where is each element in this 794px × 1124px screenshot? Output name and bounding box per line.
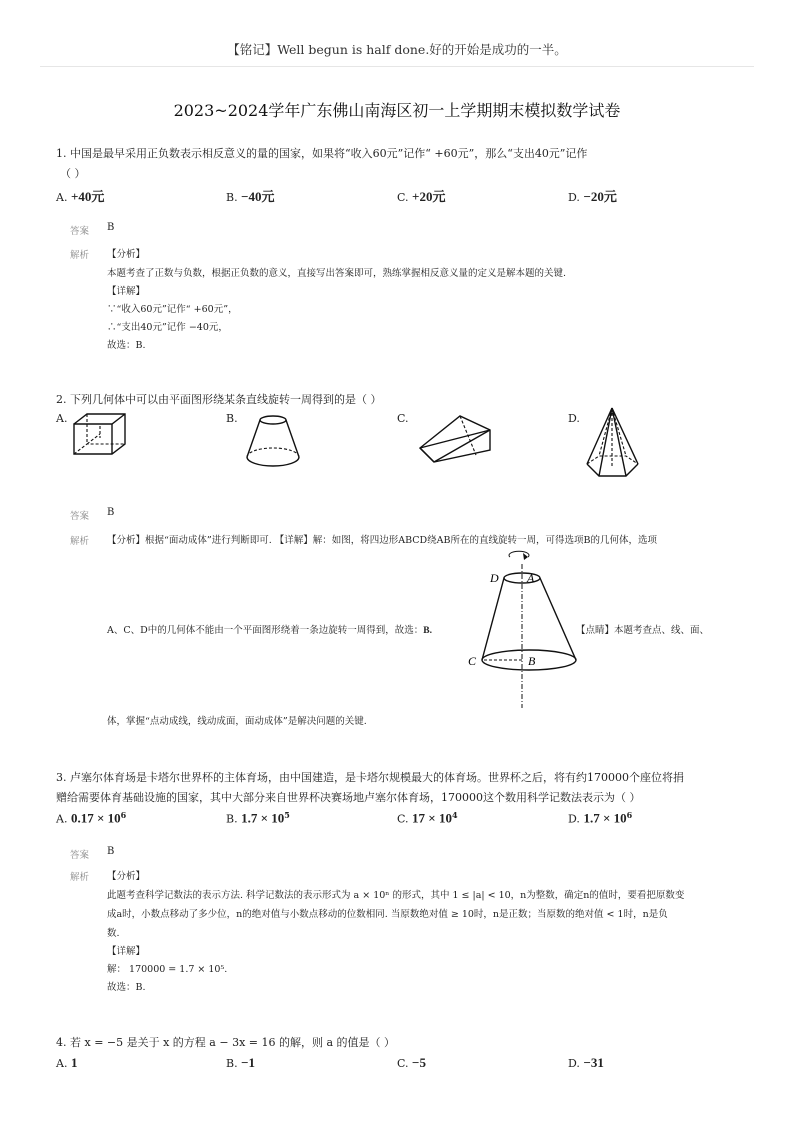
q4-option-a[interactable] [56, 1055, 77, 1071]
option-letter: D. [568, 1057, 580, 1070]
option-value: −20元 [583, 189, 617, 204]
q1-analysis-label: 解析 [70, 250, 90, 261]
q4-stem: 4. 若 x = −5 是关于 x 的方程 a − 3x = 16 的解，则 a 的值是（ ） [56, 1036, 396, 1049]
prism-figure [414, 408, 496, 468]
q1-analysis-line: 【分析】 [107, 249, 146, 260]
q2-answer-value: B [107, 507, 115, 518]
option-value: −5 [412, 1055, 426, 1070]
option-value: 1.7 × 10 [583, 810, 627, 826]
q3-stem-line-2: 赠给需要体育基础设施的国家，其中大部分来自世界杯决赛场地卢塞尔体育场，170000这个数用科学记数法表示为（ ） [56, 791, 641, 804]
rotation-figure [464, 550, 584, 712]
q2-analysis-line-3: 体，掌握“点动成线，线动成面，面动成体”是解决问题的关键. [107, 716, 367, 727]
option-letter: D. [568, 812, 580, 826]
option-value: 1.7 × 10 [241, 810, 285, 826]
cube-figure [70, 408, 130, 460]
point-label-a: A [527, 571, 535, 585]
q1-stem: 1. 中国是最早采用正负数表示相反意义的量的国家，如果将“收入60元”记作“ +60元”，那么“支出40元”记作 [56, 147, 588, 160]
q2-analysis-note: 【点睛】本题考查点、线、面、 [576, 625, 710, 636]
option-letter: A. [56, 812, 68, 826]
q3-option-b[interactable] [226, 810, 290, 827]
q1-option-d[interactable] [568, 186, 617, 205]
q1-option-c[interactable] [397, 186, 445, 205]
option-value: 17 × 10 [412, 810, 452, 826]
q1-option-b[interactable] [226, 186, 275, 205]
q3-analysis-line: 成a时，小数点移动了多少位，n的绝对值与小数点移动的位数相同. 当原数绝对值 ≥ 10时，n是正数；当原数的绝对值 < 1时，n是负 [107, 909, 668, 920]
header-divider [40, 66, 754, 67]
q1-answer-value: B [107, 222, 115, 233]
q2-analysis-line-2 [107, 622, 432, 636]
q2-answer-label: 答案 [70, 511, 90, 522]
option-letter: C. [397, 812, 409, 826]
option-value: 1 [70, 1055, 78, 1070]
option-exponent: 6 [120, 810, 127, 820]
page-motto: 【铭记】Well begun is half done.好的开始是成功的一半。 [227, 42, 567, 57]
option-letter: B. [226, 191, 238, 204]
q2-option-b-label[interactable]: B. [226, 412, 238, 425]
q3-analysis-line: 【分析】 [107, 871, 146, 882]
option-value: −1 [241, 1055, 256, 1070]
q3-option-c[interactable] [397, 810, 458, 827]
option-letter: A. [56, 1057, 68, 1070]
option-value: 0.17 × 10 [70, 810, 121, 826]
option-letter: D. [568, 191, 580, 204]
q4-option-b[interactable] [226, 1055, 255, 1071]
q1-answer-label: 答案 [70, 226, 90, 237]
q1-analysis-line: 故选：B. [107, 340, 146, 351]
option-value: +40元 [70, 189, 105, 204]
option-value: +20元 [412, 189, 446, 204]
q1-analysis-line: 【详解】 [107, 286, 146, 297]
option-letter: C. [397, 191, 409, 204]
q2-option-d-label[interactable]: D. [568, 412, 580, 425]
q1-blank: （ ） [60, 167, 86, 180]
option-exponent: 5 [284, 810, 290, 820]
option-value: −31 [583, 1055, 604, 1070]
q4-option-d[interactable] [568, 1055, 604, 1071]
q3-analysis-line: 【详解】 [107, 946, 146, 957]
q3-analysis-line: 故选：B. [107, 982, 146, 993]
q3-stem-line-1: 3. 卢塞尔体育场是卡塔尔世界杯的主体育场，由中国建造，是卡塔尔规模最大的体育场。世界杯之后，将有约170000个座位将捐 [56, 771, 684, 784]
analysis-answer: B. [423, 626, 432, 636]
q4-option-c[interactable] [397, 1055, 426, 1071]
q1-analysis-line: ∴“支出40元”记作 −40元， [107, 322, 228, 333]
q3-analysis-label: 解析 [70, 872, 90, 883]
q2-option-a-label[interactable]: A. [56, 412, 68, 425]
q1-analysis-line: ∵“收入60元”记作“ +60元”， [107, 304, 238, 315]
q3-analysis-line: 此题考查科学记数法的表示方法. 科学记数法的表示形式为 a × 10ⁿ 的形式，其中 1 ≤ |a| < 10，n为整数，确定n的值时，要看把原数变 [107, 890, 685, 901]
q3-answer-value: B [107, 846, 115, 857]
pyramid-figure [582, 406, 644, 482]
option-exponent: 4 [451, 810, 458, 820]
q1-option-a[interactable] [56, 186, 104, 205]
point-label-c: C [468, 654, 477, 668]
point-label-d: D [490, 571, 499, 585]
point-label-b: B [528, 654, 536, 668]
option-letter: B. [226, 1057, 238, 1070]
q2-stem: 2. 下列几何体中可以由平面图形绕某条直线旋转一周得到的是（ ） [56, 393, 382, 406]
q2-analysis-line-1: 【分析】根据“面动成体”进行判断即可. 【详解】解：如图，将四边形ABCD绕AB所在的直线旋转一周，可得选项B的几何体，选项 [107, 535, 657, 546]
option-letter: C. [397, 1057, 409, 1070]
q3-option-a[interactable] [56, 810, 126, 827]
q3-option-d[interactable] [568, 810, 632, 827]
frustum-figure [240, 410, 304, 472]
q2-analysis-label: 解析 [70, 536, 90, 547]
q1-analysis-line: 本题考查了正数与负数，根据正负数的意义，直接写出答案即可，熟练掌握相反意义量的定义是解本题的关键. [107, 268, 567, 279]
exam-title: 2023~2024学年广东佛山南海区初一上学期期末模拟数学试卷 [173, 101, 621, 120]
option-letter: A. [56, 191, 68, 204]
option-exponent: 6 [626, 810, 633, 820]
option-letter: B. [226, 812, 238, 826]
q3-analysis-line: 解： 170000 = 1.7 × 10⁵. [107, 964, 228, 975]
q3-answer-label: 答案 [70, 850, 90, 861]
option-value: −40元 [241, 189, 275, 204]
analysis-text: A、C、D中的几何体不能由一个平面图形绕着一条边旋转一周得到，故选： [107, 625, 424, 636]
q2-option-c-label[interactable]: C. [397, 412, 409, 425]
q3-analysis-line: 数. [107, 928, 120, 939]
